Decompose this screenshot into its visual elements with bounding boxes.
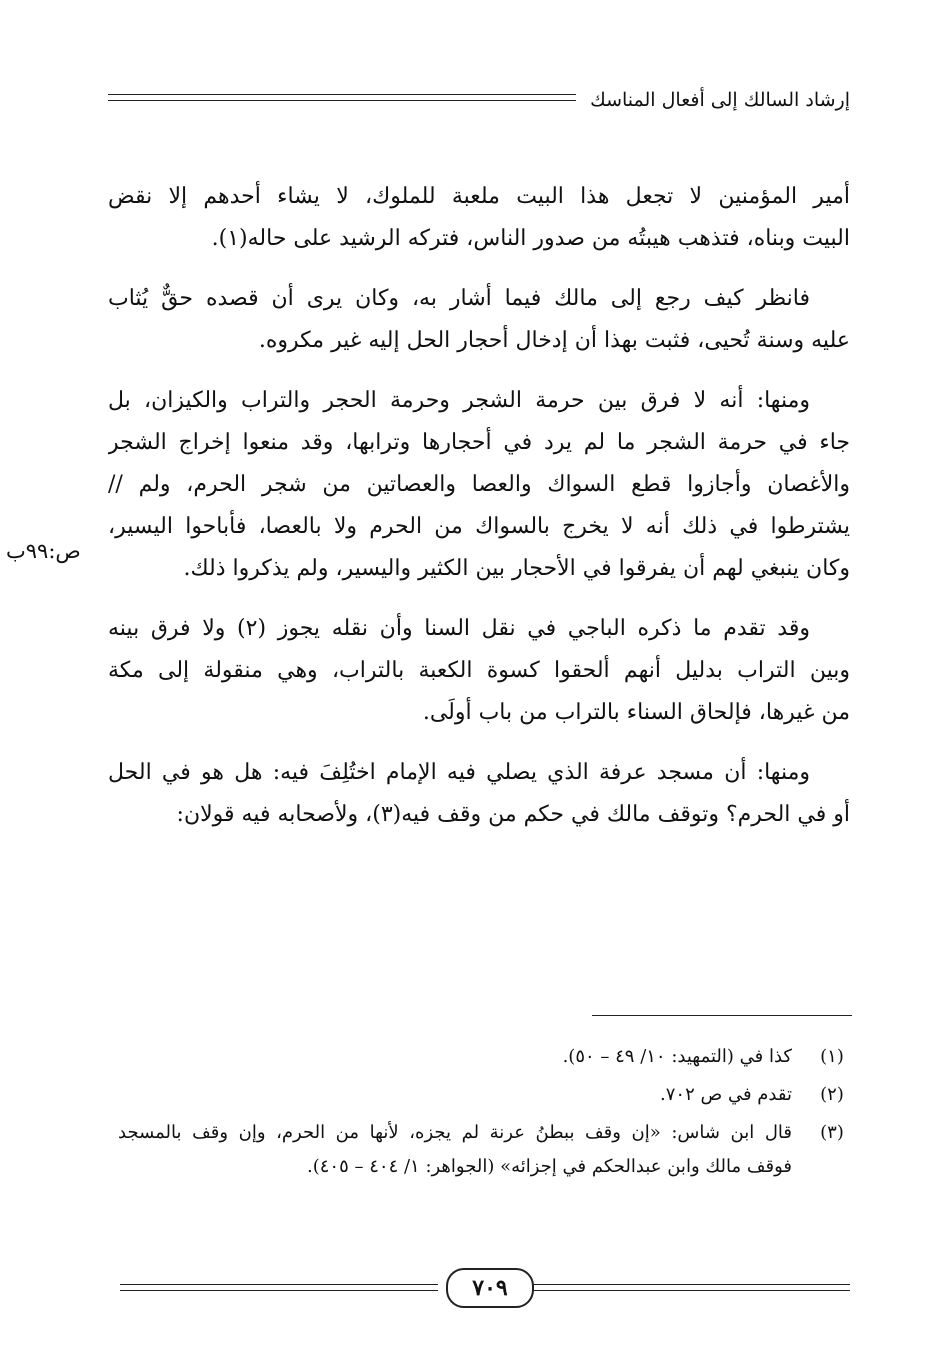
footnote-number: (٣) (820, 1122, 844, 1143)
running-header (108, 86, 850, 120)
footnote-line: تقدم في ص ٧٠٢. (660, 1084, 792, 1105)
footnote-number: (١) (820, 1046, 844, 1067)
book-title: إرشاد السالك إلى أفعال المناسك (590, 89, 850, 111)
text-line: يشترطوا في ذلك أنه لا يخرج بالسواك من الحرم ولا بالعصا، فأباحوا اليسير، (108, 514, 850, 539)
text-line: جاء في حرمة الشجر ما لم يرد في أحجارها وترابها، وقد منعوا إخراج الشجر (108, 430, 850, 455)
text-line: عليه وسنة تُحيى، فثبت بهذا أن إدخال أحجار الحل إليه غير مكروه. (258, 328, 850, 353)
footnote-1 (118, 1040, 852, 1074)
manuscript-page-note: ص:٩٩ب (6, 539, 81, 563)
text-line: البيت وبناه، فتذهب هيبتُه من صدور الناس، فتركه الرشيد على حاله(١). (211, 226, 850, 251)
text-line: وكان ينبغي لهم أن يفرقوا في الأحجار بين الكثير واليسير، ولم يذكروا ذلك. (183, 556, 850, 581)
text-line: ومنها: أنه لا فرق بين حرمة الشجر وحرمة الحجر والتراب والكيزان، بل (108, 388, 810, 413)
paragraph-3 (108, 380, 850, 590)
footnote-line: فوقف مالك وابن عبدالحكم في إجزائه» (الجواهر: ١/ ٤٠٤ – ٤٠٥). (307, 1156, 792, 1177)
text-line: من غيرها، فإلحاق السناء بالتراب من باب أولَى. (422, 700, 850, 725)
paragraph-2 (108, 278, 850, 362)
paragraph-4 (108, 608, 850, 734)
page-footer (120, 1268, 850, 1318)
text-line: ومنها: أن مسجد عرفة الذي يصلي فيه الإمام اختُلِفَ فيه: هل هو في الحل (108, 760, 810, 785)
text-line: وبين التراب بدليل أنهم ألحقوا كسوة الكعبة بالتراب، وهي منقولة إلى مكة (108, 658, 850, 683)
paragraph-5 (108, 752, 850, 836)
footnote-3 (118, 1116, 852, 1184)
paragraph-1 (108, 176, 850, 260)
footer-rule-right (532, 1284, 850, 1291)
footnote-2 (118, 1078, 852, 1112)
text-line: أمير المؤمنين لا تجعل هذا البيت ملعبة للملوك، لا يشاء أحدهم إلا نقض (108, 184, 850, 209)
footer-rule-left (120, 1284, 438, 1291)
footnote-number: (٢) (820, 1084, 844, 1105)
text-line: وقد تقدم ما ذكره الباجي في نقل السنا وأن نقله يجوز (٢) ولا فرق بينه (108, 616, 810, 641)
footnotes (118, 1040, 852, 1188)
page-number: ٧٠٩ (446, 1268, 534, 1308)
footnote-separator (592, 1015, 852, 1016)
main-text (108, 176, 850, 854)
footnote-line: كذا في (التمهيد: ١٠/ ٤٩ – ٥٠). (562, 1046, 792, 1067)
text-line: أو في الحرم؟ وتوقف مالك في حكم من وقف فيه(٣)، ولأصحابه فيه قولان: (176, 802, 850, 827)
text-line: والأغصان وأجازوا قطع السواك والعصا والعصاتين من شجر الحرم، ولم // (108, 472, 850, 497)
text-line: فانظر كيف رجع إلى مالك فيما أشار به، وكان يرى أن قصده حقٌّ يُثاب (108, 286, 811, 311)
footnote-line: قال ابن شاس: «إن وقف ببطنُ عرنة لم يجزه، لأنها من الحرم، وإن وقف بالمسجد (118, 1122, 792, 1143)
header-rule (108, 94, 576, 101)
